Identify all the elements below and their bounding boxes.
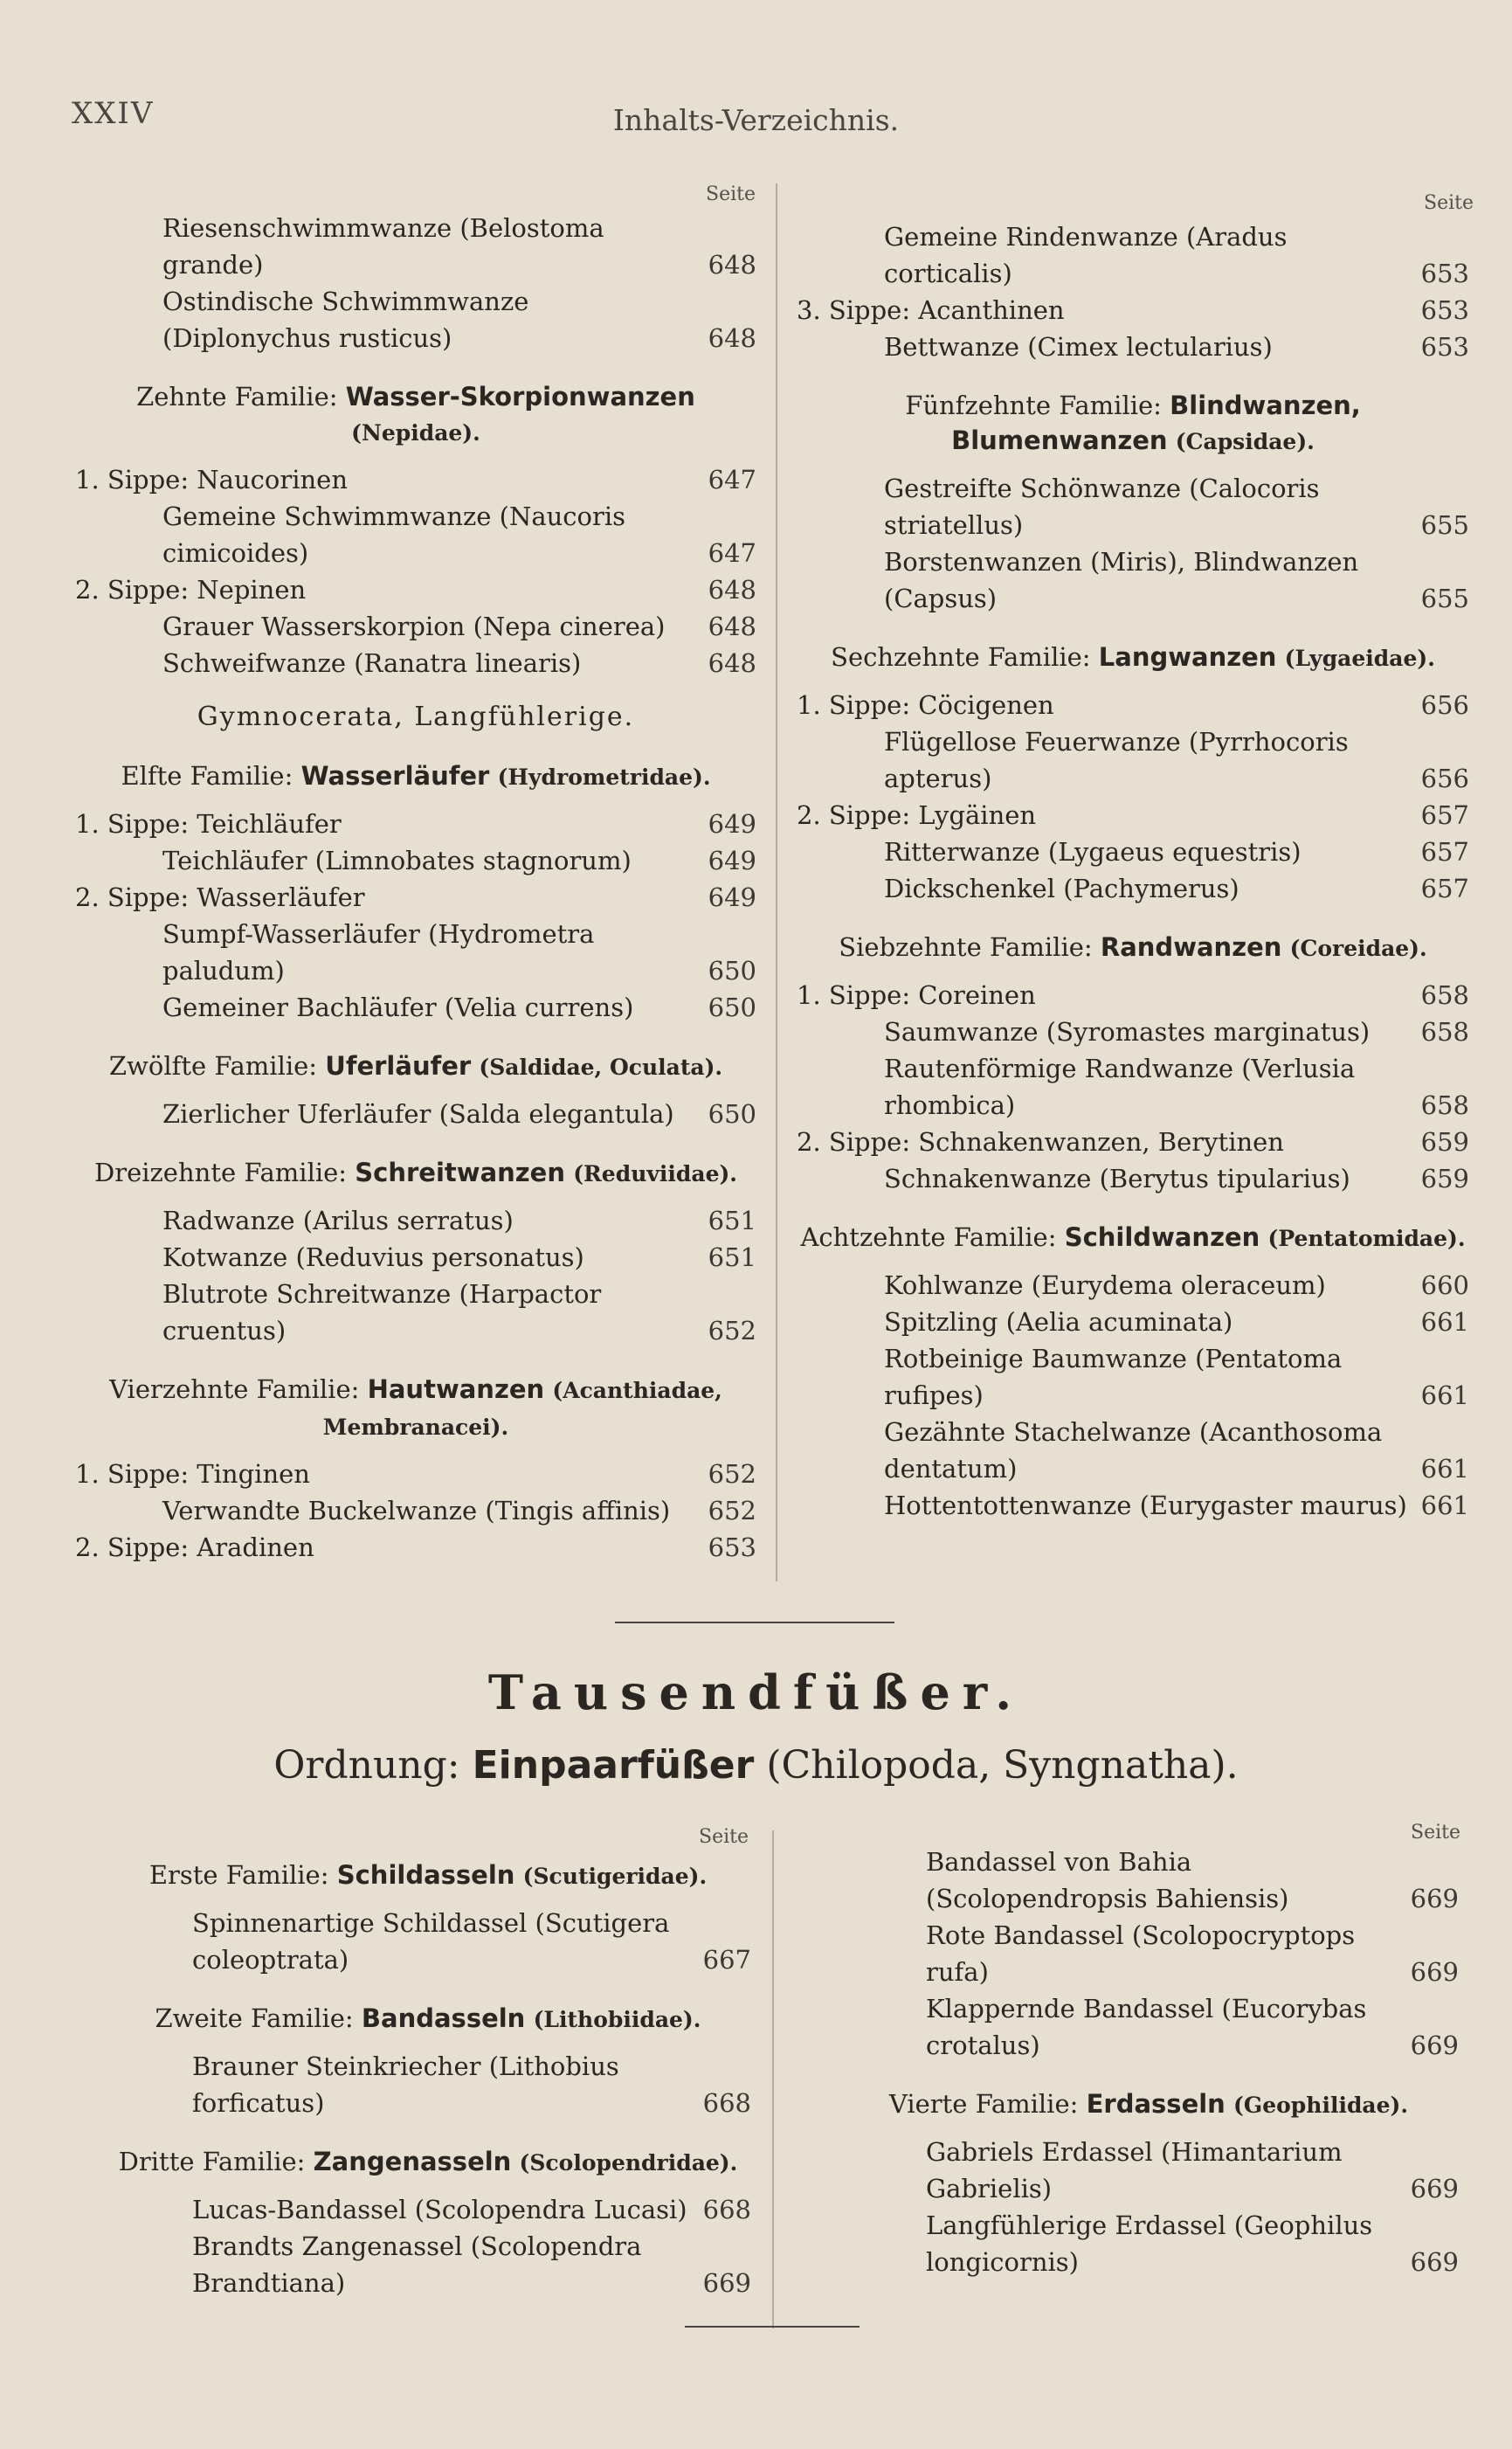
sippe-entry: [797, 1124, 1469, 1160]
page-ref: 669: [1410, 2174, 1459, 2203]
entry-text: Brandts Zangenassel (Scolopendra Brandtiana): [192, 2231, 642, 2298]
family-heading: [105, 2144, 751, 2181]
entry-text: 3. Sippe: Acanthinen: [797, 295, 1065, 325]
family-name: Erdasseln: [1086, 2089, 1225, 2119]
family-heading: [75, 758, 756, 795]
family-heading: [75, 1048, 756, 1085]
entry-text: 1. Sippe: Tinginen: [75, 1459, 310, 1489]
toc-column-left: [105, 1835, 751, 2301]
toc-entry: [75, 1202, 756, 1239]
toc-entry: [75, 210, 756, 283]
toc-entry: [75, 645, 756, 681]
page-ref: 647: [708, 465, 756, 495]
family-prefix: Dritte Familie:: [118, 2147, 306, 2176]
page-ref: 669: [1410, 1957, 1459, 1987]
order-name: Einpaarfüßer: [472, 1743, 755, 1788]
family-heading: [839, 2086, 1459, 2123]
family-name: Schildasseln: [336, 1860, 515, 1890]
page-ref: 651: [708, 1206, 756, 1235]
page-ref: 667: [702, 1945, 751, 1975]
sippe-entry: [75, 806, 756, 842]
entry-text: Bandassel von Bahia (Scolopendropsis Bahiensis): [926, 1847, 1289, 1913]
family-latin: (Geophilidae).: [1233, 2093, 1409, 2118]
entry-text: Hottentottenwanze (Eurygaster maurus): [884, 1491, 1407, 1520]
page-ref: 656: [1420, 690, 1469, 720]
toc-entry: [75, 1239, 756, 1276]
page-ref: 648: [708, 575, 756, 605]
section-divider: [615, 1622, 894, 1623]
page-ref: 652: [708, 1496, 756, 1525]
page-ref: 651: [708, 1242, 756, 1272]
toc-column-right: [839, 1844, 1459, 2280]
sippe-entry: [75, 879, 756, 916]
sippe-entry: [797, 292, 1469, 329]
entry-text: Ritterwanze (Lygaeus equestris): [884, 837, 1301, 867]
family-prefix: Dreizehnte Familie:: [93, 1158, 348, 1187]
order-latin: (Chilopoda, Syngnatha).: [766, 1743, 1239, 1788]
toc-entry: [797, 1487, 1469, 1524]
page-ref: 647: [708, 538, 756, 568]
entry-text: 1. Sippe: Coreinen: [797, 980, 1036, 1010]
family-prefix: Vierte Familie:: [888, 2089, 1079, 2119]
entry-text: 2. Sippe: Wasserläufer: [75, 882, 365, 912]
family-latin: (Lygaeidae).: [1284, 646, 1435, 671]
sippe-entry: [797, 797, 1469, 834]
family-heading: [797, 1220, 1469, 1256]
toc-entry: [75, 1276, 756, 1349]
family-prefix: Erste Familie:: [148, 1860, 329, 1890]
family-name: Wasserläufer: [300, 761, 490, 791]
page-ref: 656: [1420, 764, 1469, 793]
entry-text: Flügellose Feuerwanze (Pyrrhocoris apterus): [884, 727, 1349, 793]
family-latin: (Pentatomidae).: [1267, 1226, 1466, 1251]
page-ref: 658: [1420, 1090, 1469, 1120]
toc-entry: [839, 1844, 1459, 1917]
toc-entry: [797, 329, 1469, 365]
page-ref: 653: [1420, 295, 1469, 325]
sippe-entry: [75, 461, 756, 498]
family-prefix: Fünfzehnte Familie:: [905, 391, 1162, 420]
entry-text: Rotbeinige Baumwanze (Pentatoma rufipes): [884, 1344, 1343, 1410]
page-ref: 653: [708, 1532, 756, 1562]
entry-text: 1. Sippe: Teichläufer: [75, 809, 342, 839]
family-prefix: Siebzehnte Familie:: [839, 932, 1093, 962]
page-ref: 669: [702, 2268, 751, 2298]
entry-text: 1. Sippe: Naucorinen: [75, 465, 349, 495]
entry-text: Grauer Wasserskorpion (Nepa cinerea): [162, 612, 666, 641]
family-heading: [75, 379, 756, 451]
sippe-entry: [75, 571, 756, 608]
family-name: Wasser-Skorpionwanzen: [345, 382, 695, 412]
entry-text: Lucas-Bandassel (Scolopendra Lucasi): [192, 2195, 687, 2224]
toc-column-left: [75, 210, 756, 1566]
entry-text: Gestreifte Schönwanze (Calocoris striatellus): [884, 474, 1320, 540]
entry-text: Blutrote Schreitwanze (Harpactor cruentus): [162, 1279, 602, 1346]
toc-entry: [797, 1013, 1469, 1050]
order-prefix: Ordnung:: [273, 1743, 460, 1788]
entry-text: Klappernde Bandassel (Eucorybas crotalus): [926, 1994, 1367, 2060]
column-divider: [776, 183, 777, 1581]
toc-column-right: [797, 218, 1469, 1524]
seite-label: Seite: [699, 1826, 749, 1848]
entry-text: Spinnenartige Schildassel (Scutigera coleoptrata): [192, 1908, 670, 1975]
family-latin: (Scolopendridae).: [519, 2150, 738, 2176]
entry-text: Gabriels Erdassel (Himantarium Gabrielis): [926, 2137, 1343, 2203]
toc-entry: [797, 543, 1469, 617]
column-divider: [772, 1830, 774, 2328]
entry-text: Kohlwanze (Eurydema oleraceum): [884, 1270, 1326, 1300]
toc-entry: [75, 989, 756, 1026]
toc-entry: [75, 283, 756, 356]
family-heading: [105, 1858, 751, 1894]
page-ref: 648: [708, 648, 756, 678]
family-prefix: Zweite Familie:: [155, 2003, 354, 2033]
page-ref: 661: [1420, 1491, 1469, 1520]
seite-label: Seite: [1424, 192, 1474, 214]
section-title: Tausendfüßer.: [487, 1664, 1025, 1720]
family-latin: (Capsidae).: [1175, 429, 1315, 454]
entry-text: Saumwanze (Syromastes marginatus): [884, 1017, 1370, 1047]
family-heading: [797, 930, 1469, 966]
toc-entry: [797, 470, 1469, 543]
page-ref: 659: [1420, 1164, 1469, 1193]
entry-text: Teichläufer (Limnobates stagnorum): [162, 846, 632, 875]
toc-entry: [105, 1905, 751, 1978]
family-name: Randwanzen: [1100, 932, 1282, 962]
family-name: Blindwanzen, Blumenwanzen: [951, 391, 1361, 455]
entry-text: Dickschenkel (Pachymerus): [884, 874, 1239, 903]
toc-entry: [75, 1492, 756, 1529]
toc-entry: [839, 1917, 1459, 1990]
entry-text: Borstenwanzen (Miris), Blindwanzen (Capsus): [884, 547, 1359, 613]
family-prefix: Zehnte Familie:: [136, 382, 338, 412]
entry-text: Langfühlerige Erdassel (Geophilus longicornis): [926, 2210, 1373, 2277]
page-ref: 649: [708, 809, 756, 839]
page-ref: 649: [708, 882, 756, 912]
entry-text: Sumpf-Wasserläufer (Hydrometra paludum): [162, 919, 595, 986]
seite-label: Seite: [706, 183, 756, 205]
page-ref: 661: [1420, 1307, 1469, 1337]
page-ref: 657: [1420, 800, 1469, 830]
page-ref: 650: [708, 956, 756, 986]
page-ref: 648: [708, 612, 756, 641]
page-ref: 661: [1420, 1380, 1469, 1410]
entry-text: 2. Sippe: Schnakenwanzen, Berytinen: [797, 1127, 1284, 1157]
entry-text: Spitzling (Aelia acuminata): [884, 1307, 1233, 1337]
entry-text: Zierlicher Uferläufer (Salda elegantula): [162, 1099, 674, 1129]
toc-entry: [797, 723, 1469, 797]
family-latin: (Nepidae).: [351, 420, 480, 446]
toc-entry: [797, 870, 1469, 907]
entry-text: Radwanze (Arilus serratus): [162, 1206, 514, 1235]
toc-entry: [797, 1050, 1469, 1124]
page-ref: 653: [1420, 332, 1469, 362]
toc-entry: [839, 1990, 1459, 2064]
entry-text: Gemeiner Bachläufer (Velia currens): [162, 993, 634, 1022]
page-ref: 658: [1420, 980, 1469, 1010]
page-ref: 653: [1420, 259, 1469, 288]
family-heading: [797, 640, 1469, 676]
page-ref: 652: [708, 1459, 756, 1489]
family-heading: [75, 1372, 756, 1445]
family-prefix: Achtzehnte Familie:: [800, 1222, 1057, 1252]
entry-text: Schnakenwanze (Berytus tipularius): [884, 1164, 1350, 1193]
family-heading: [797, 388, 1469, 460]
seite-label: Seite: [1411, 1822, 1460, 1844]
page-ref: 655: [1420, 584, 1469, 613]
page-ref: 668: [702, 2088, 751, 2118]
family-heading: [105, 2001, 751, 2037]
entry-text: 1. Sippe: Cöcigenen: [797, 690, 1054, 720]
toc-entry: [105, 2228, 751, 2301]
family-name: Uferläufer: [325, 1051, 472, 1081]
sippe-entry: [797, 977, 1469, 1013]
entry-text: 2. Sippe: Aradinen: [75, 1532, 314, 1562]
family-prefix: Vierzehnte Familie:: [109, 1374, 360, 1404]
toc-entry: [797, 1304, 1469, 1340]
sippe-entry: [797, 687, 1469, 723]
toc-entry: [797, 834, 1469, 870]
entry-text: Gemeine Rindenwanze (Aradus corticalis): [884, 222, 1288, 288]
family-prefix: Sechzehnte Familie:: [831, 642, 1091, 672]
toc-entry: [105, 2048, 751, 2121]
running-title: Inhalts-Verzeichnis.: [612, 103, 900, 137]
entry-text: Rote Bandassel (Scolopocryptops rufa): [926, 1920, 1356, 1987]
entry-text: Schweifwanze (Ranatra linearis): [162, 648, 582, 678]
page-ref: 657: [1420, 874, 1469, 903]
page-ref: 655: [1420, 510, 1469, 540]
page-ref: 659: [1420, 1127, 1469, 1157]
page-ref: 657: [1420, 837, 1469, 867]
family-prefix: Elfte Familie:: [121, 761, 293, 791]
entry-text: Ostindische Schwimmwanze (Diplonychus rusticus): [162, 287, 529, 353]
page-ref: 669: [1410, 1884, 1459, 1913]
suborder-heading: Gymnocerata, Langfühlerige.: [197, 702, 635, 732]
family-latin: (Scutigeridae).: [522, 1864, 708, 1889]
page-ref: 650: [708, 1099, 756, 1129]
family-latin: (Hydrometridae).: [497, 764, 711, 790]
entry-text: Riesenschwimmwanze (Belostoma grande): [162, 213, 604, 280]
page-ref: 658: [1420, 1017, 1469, 1047]
page-ref: 668: [702, 2195, 751, 2224]
family-latin: (Lithobiidae).: [533, 2007, 701, 2032]
family-name: Bandasseln: [361, 2003, 526, 2033]
toc-entry: [75, 842, 756, 879]
family-name: Langwanzen: [1098, 642, 1277, 672]
toc-entry: [797, 1340, 1469, 1414]
page-ref: 650: [708, 993, 756, 1022]
entry-text: 2. Sippe: Lygäinen: [797, 800, 1037, 830]
toc-entry: [75, 916, 756, 989]
page-ref: 652: [708, 1316, 756, 1346]
family-prefix: Zwölfte Familie:: [108, 1051, 318, 1081]
entry-text: Brauner Steinkriecher (Lithobius forficatus): [192, 2051, 619, 2118]
entry-text: Gezähnte Stachelwanze (Acanthosoma dentatum): [884, 1417, 1383, 1484]
toc-entry: [839, 2134, 1459, 2207]
page-ref: 669: [1410, 2247, 1459, 2277]
family-heading: [75, 1155, 756, 1192]
toc-entry: [797, 1267, 1469, 1304]
toc-entry: [797, 1414, 1469, 1487]
family-name: Hautwanzen: [367, 1374, 545, 1404]
entry-text: Gemeine Schwimmwanze (Naucoris cimicoides): [162, 502, 626, 568]
toc-entry: [839, 2207, 1459, 2280]
toc-entry: [75, 498, 756, 571]
sippe-entry: [75, 1456, 756, 1492]
toc-entry: [105, 2191, 751, 2228]
page-ref: 669: [1410, 2030, 1459, 2060]
toc-entry: [75, 608, 756, 645]
family-latin: (Saldidae, Oculata).: [479, 1055, 723, 1080]
family-latin: (Reduviidae).: [573, 1161, 738, 1186]
entry-text: Verwandte Buckelwanze (Tingis affinis): [162, 1496, 671, 1525]
family-latin: (Acanthiadae, Membranacei).: [322, 1378, 722, 1440]
family-name: Zangenasseln: [313, 2147, 512, 2176]
toc-entry: [797, 1160, 1469, 1197]
entry-text: Bettwanze (Cimex lectularius): [884, 332, 1273, 362]
family-latin: (Coreidae).: [1289, 936, 1427, 961]
page-ref: 648: [708, 250, 756, 280]
page-ref: 661: [1420, 1454, 1469, 1484]
toc-entry: [797, 218, 1469, 292]
page-ref: 648: [708, 323, 756, 353]
page-number: XXIV: [72, 96, 155, 131]
entry-text: 2. Sippe: Nepinen: [75, 575, 307, 605]
page-ref: 649: [708, 846, 756, 875]
sippe-entry: [75, 1529, 756, 1566]
entry-text: Rautenförmige Randwanze (Verlusia rhombica): [884, 1054, 1356, 1120]
toc-entry: [75, 1096, 756, 1132]
page-ref: 660: [1420, 1270, 1469, 1300]
entry-text: Kotwanze (Reduvius personatus): [162, 1242, 584, 1272]
family-name: Schreitwanzen: [355, 1158, 565, 1187]
family-name: Schildwanzen: [1064, 1222, 1260, 1252]
order-heading: [0, 1743, 1512, 1788]
end-rule: [685, 2326, 860, 2328]
